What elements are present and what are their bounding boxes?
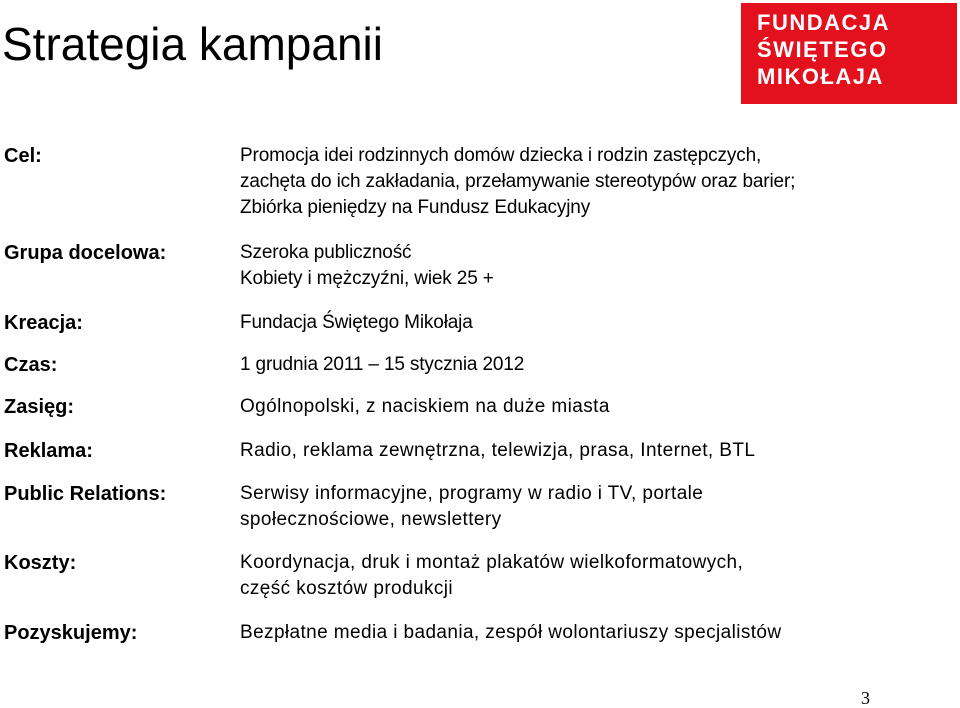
row-label-koszty: Koszty: — [4, 552, 77, 574]
row-value-cel — [240, 143, 795, 221]
fundacja-logo — [741, 3, 957, 104]
value-line: część kosztów produkcji — [240, 578, 453, 599]
row-label-grupa-docelowa: Grupa docelowa: — [4, 242, 167, 264]
row-label-cel: Cel: — [4, 145, 42, 167]
value-line: Bezpłatne media i badania, zespół wolontariuszy specjalistów — [240, 622, 782, 643]
value-line: Ogólnopolski, z naciskiem na duże miasta — [240, 396, 610, 417]
value-line: Koordynacja, druk i montaż plakatów wielkoformatowych, — [240, 552, 744, 573]
row-label-reklama: Reklama: — [4, 440, 93, 462]
value-line: Zbiórka pieniędzy na Fundusz Edukacyjny — [240, 197, 591, 218]
value-line: Szeroka publiczność — [240, 242, 412, 263]
value-line: Fundacja Świętego Mikołaja — [240, 312, 473, 333]
row-value-grupa-docelowa — [240, 240, 494, 292]
value-line: zachęta do ich zakładania, przełamywanie stereotypów oraz barier; — [240, 171, 796, 192]
row-value-public-relations — [240, 481, 703, 533]
row-value-czas — [240, 352, 524, 378]
value-line: Promocja idei rodzinnych domów dziecka i rodzin zastępczych, — [240, 145, 762, 166]
row-label-public-relations: Public Relations: — [4, 483, 167, 505]
page-number: 3 — [861, 688, 870, 708]
value-line: Radio, reklama zewnętrzna, telewizja, prasa, Internet, BTL — [240, 440, 756, 461]
row-value-pozyskujemy — [240, 620, 782, 646]
row-label-czas: Czas: — [4, 354, 58, 376]
value-line: społecznościowe, newslettery — [240, 509, 502, 530]
logo-line-1: FUNDACJA — [757, 10, 890, 35]
row-value-kreacja — [240, 310, 473, 336]
row-value-reklama — [240, 438, 755, 464]
value-line: Serwisy informacyjne, programy w radio i TV, portale — [240, 483, 704, 504]
row-label-zasieg: Zasięg: — [4, 396, 75, 418]
row-label-kreacja: Kreacja: — [4, 312, 83, 334]
row-value-koszty — [240, 550, 743, 602]
page-title: Strategia kampanii — [2, 18, 383, 70]
logo-line-3: MIKOŁAJA — [757, 64, 884, 89]
logo-line-2: ŚWIĘTEGO — [757, 37, 888, 62]
value-line: 1 grudnia 2011 – 15 stycznia 2012 — [240, 354, 525, 375]
row-label-pozyskujemy: Pozyskujemy: — [4, 622, 138, 644]
value-line: Kobiety i mężczyźni, wiek 25 + — [240, 268, 494, 289]
row-value-zasieg — [240, 394, 610, 420]
